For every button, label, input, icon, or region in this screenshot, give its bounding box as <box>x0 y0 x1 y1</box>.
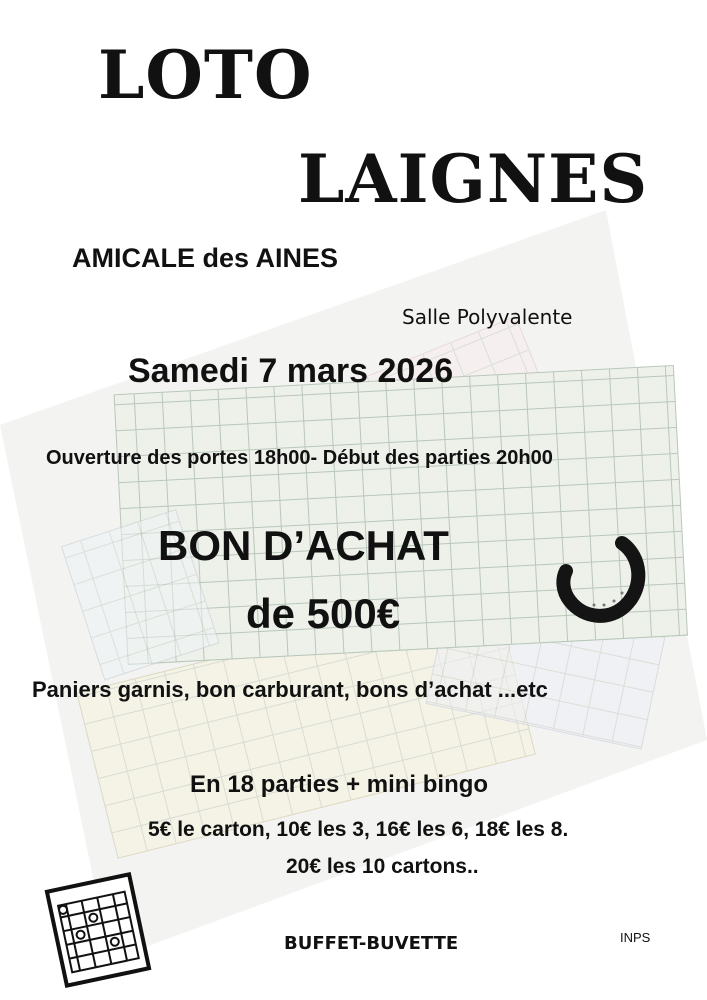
horseshoe-icon <box>556 535 646 625</box>
other-prizes: Paniers garnis, bon carburant, bons d’achat ...etc <box>32 677 548 702</box>
poster-title-laignes: LAIGNES <box>298 140 649 218</box>
main-prize-line2: de 500€ <box>246 590 401 637</box>
event-date: Samedi 7 mars 2026 <box>128 352 454 390</box>
card-prices-line2: 20€ les 10 cartons.. <box>286 855 479 878</box>
buffet-buvette: BUFFET-BUVETTE <box>284 933 459 954</box>
main-prize-line1: BON D’ACHAT <box>158 522 449 569</box>
poster-title-loto: LOTO <box>98 36 313 114</box>
card-prices-line1: 5€ le carton, 10€ les 3, 16€ les 6, 18€ les 8. <box>148 818 569 841</box>
venue-name: Salle Polyvalente <box>402 305 573 329</box>
bingo-card-icon <box>38 870 158 990</box>
printer-credit: INPS <box>620 930 651 945</box>
organizer-name: AMICALE des AINES <box>72 243 339 273</box>
games-count: En 18 parties + mini bingo <box>190 771 489 798</box>
event-hours: Ouverture des portes 18h00- Début des parties 20h00 <box>46 447 553 469</box>
